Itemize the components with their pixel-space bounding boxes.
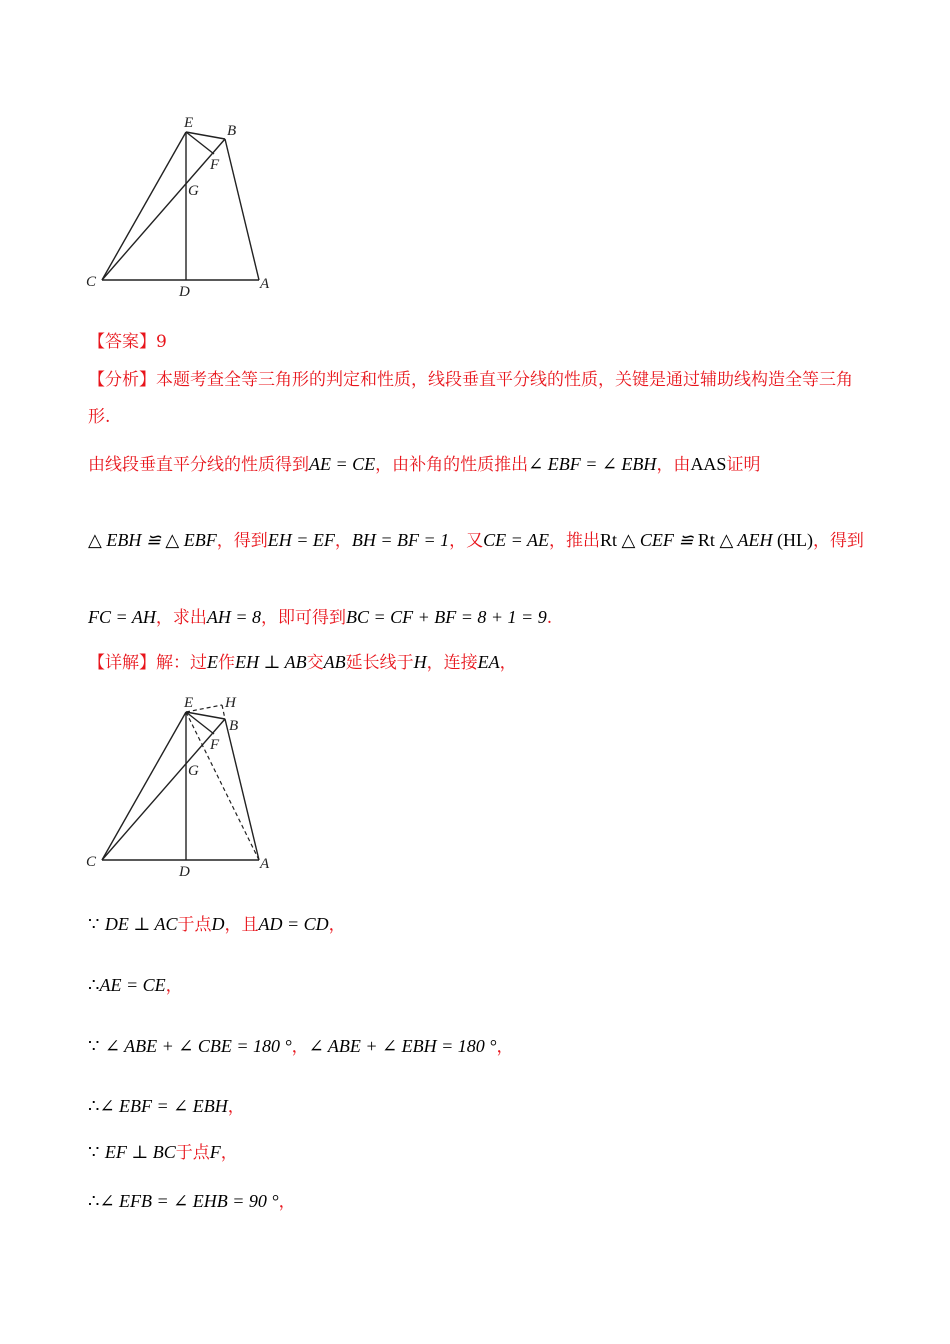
because-symbol: ∵	[88, 914, 100, 934]
segment-eb	[186, 712, 225, 719]
label-a: A	[260, 276, 270, 292]
segment-cb	[102, 139, 225, 280]
step-4	[88, 1094, 245, 1119]
text: ，	[499, 653, 517, 673]
text: ，求出	[155, 608, 207, 628]
segment-ef	[186, 132, 214, 154]
text: 证明	[726, 455, 761, 475]
math: EF ⊥ BC	[104, 1142, 176, 1162]
math: AB	[323, 652, 346, 672]
figure-1	[80, 108, 280, 303]
segment-ce	[102, 712, 186, 860]
text: ，由	[656, 455, 691, 475]
math: ∠ EFB = ∠ EHB = 90 °	[99, 1191, 279, 1211]
math: ∠ ABE + ∠ CBE = 180 °	[104, 1036, 292, 1056]
label-b: B	[229, 718, 239, 734]
label-g: G	[188, 183, 199, 199]
math: EH ⊥ AB	[235, 652, 307, 672]
answer-line	[88, 330, 167, 354]
text: ，	[165, 976, 183, 996]
text: 于点	[177, 915, 212, 935]
text: ，得到	[812, 531, 864, 551]
label-g: G	[188, 763, 199, 779]
math: BH = BF = 1	[351, 530, 450, 550]
step-3	[88, 1034, 513, 1059]
text: ，	[227, 1097, 245, 1117]
text: ，由补角的性质推出	[375, 455, 529, 475]
text: ，连接	[426, 653, 478, 673]
math: F	[209, 1142, 221, 1162]
text: .	[546, 608, 553, 628]
text: 交	[306, 653, 324, 673]
analysis-tag: 【分析】	[88, 370, 156, 390]
math: AE = CE	[99, 975, 166, 995]
segment-eb	[186, 132, 225, 139]
text: 解：过	[156, 653, 207, 673]
text: ，	[291, 1037, 309, 1057]
math: DE ⊥ AC	[104, 914, 178, 934]
text: ，且	[224, 915, 259, 935]
analysis-text: 本题考查全等三角形的判定和性质，线段垂直平分线的性质，关键是通过辅助线构造全等三角形.	[88, 370, 853, 427]
math: ∠ ABE + ∠ EBH = 180 °	[308, 1036, 497, 1056]
segment-ba	[225, 139, 259, 280]
step-6	[88, 1189, 296, 1214]
math: △ AEH	[714, 530, 773, 550]
math: AD = CD	[258, 914, 329, 934]
therefore-symbol: ∴	[88, 1191, 100, 1211]
segment-ce	[102, 132, 186, 280]
math: Rt	[697, 530, 715, 550]
label-a: A	[260, 856, 270, 872]
math: △ CEF ≌	[617, 530, 698, 550]
text: ，	[278, 1192, 296, 1212]
segment-cb	[102, 719, 225, 860]
math: ∠ EBF = ∠ EBH	[99, 1096, 228, 1116]
therefore-symbol: ∴	[88, 975, 100, 995]
label-d: D	[179, 864, 190, 880]
label-e: E	[184, 695, 194, 711]
figure-2	[80, 688, 280, 883]
math: Rt	[599, 530, 617, 550]
math: ∠ EBF = ∠ EBH	[528, 454, 657, 474]
text: ，得到	[216, 531, 268, 551]
math: EA	[477, 652, 500, 672]
text: ，	[220, 1143, 238, 1163]
label-h: H	[225, 695, 236, 711]
text: 于点	[175, 1143, 210, 1163]
math: D	[211, 914, 225, 934]
math: BC = CF + BF = 8 + 1 = 9	[345, 607, 547, 627]
therefore-symbol: ∴	[88, 1096, 100, 1116]
text: ，即可得到	[260, 608, 346, 628]
math: △ EBH ≌ △ EBF	[88, 530, 217, 550]
text: 作	[218, 653, 235, 673]
text: ，又	[449, 531, 484, 551]
answer-value: 9	[156, 332, 167, 352]
text: ，推出	[548, 531, 600, 551]
step-5	[88, 1140, 238, 1165]
because-symbol: ∵	[88, 1142, 100, 1162]
label-b: B	[227, 123, 237, 139]
math: AH = 8	[206, 607, 261, 627]
label-c: C	[86, 274, 97, 290]
math: AE = CE	[309, 454, 376, 474]
label-f: F	[210, 157, 220, 173]
text: ，	[328, 915, 346, 935]
because-symbol: ∵	[88, 1036, 100, 1056]
step-2	[88, 973, 183, 998]
segment-ba	[225, 719, 259, 860]
label-c: C	[86, 854, 97, 870]
math: H	[413, 652, 427, 672]
analysis-line-2	[88, 528, 864, 553]
segment-ea-dashed	[186, 712, 259, 860]
analysis-line-1	[88, 452, 760, 477]
text: 由线段垂直平分线的性质得到	[88, 455, 309, 475]
analysis-line-3	[88, 605, 552, 630]
step-1	[88, 912, 346, 937]
math: (HL)	[772, 530, 813, 550]
analysis-paragraph	[88, 362, 863, 436]
math: CE = AE	[483, 530, 549, 550]
detail-line	[88, 650, 517, 675]
text: ，	[334, 531, 352, 551]
math: E	[207, 652, 218, 672]
detail-tag: 【详解】	[88, 653, 156, 673]
math: EH = EF	[267, 530, 335, 550]
label-e: E	[184, 115, 194, 131]
text: ，	[496, 1037, 514, 1057]
math: AAS	[690, 454, 727, 474]
math: FC = AH	[88, 607, 156, 627]
segment-ef	[186, 712, 214, 734]
label-f: F	[210, 737, 220, 753]
label-d: D	[179, 284, 190, 300]
text: 延长线于	[345, 653, 414, 673]
answer-tag: 【答案】	[88, 332, 156, 352]
